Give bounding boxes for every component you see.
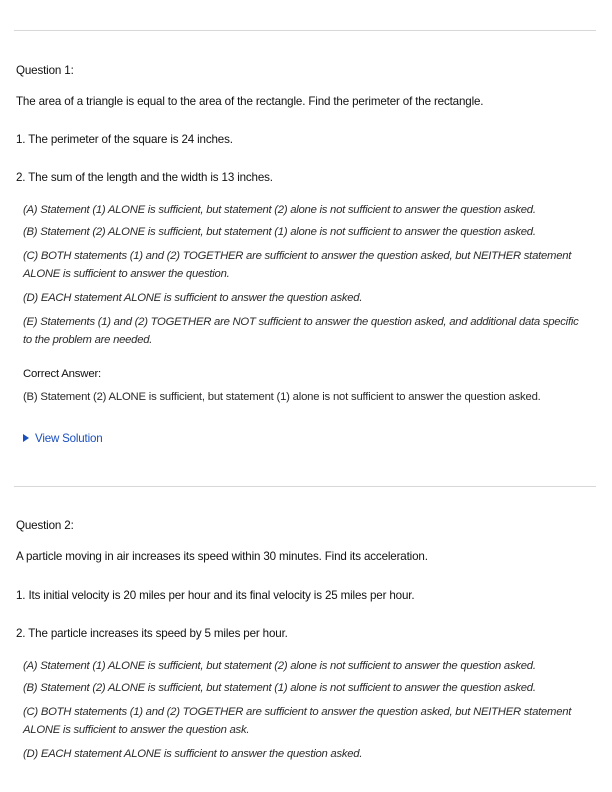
correct-answer-heading: Correct Answer: <box>23 368 102 380</box>
question-1-option-e: (E) Statements (1) and (2) TOGETHER are NOT sufficient to answer the question asked, and additional data specific to the problem are needed. <box>23 316 579 346</box>
question-1-option-a: (A) Statement (1) ALONE is sufficient, but statement (2) alone is not sufficient to answer the question asked. <box>23 204 536 216</box>
view-solution-toggle[interactable] <box>23 432 102 446</box>
view-solution-label: View Solution <box>35 432 103 445</box>
question-2-prompt: A particle moving in air increases its speed within 30 minutes. Find its acceleration. <box>16 550 428 563</box>
question-2-option-a: (A) Statement (1) ALONE is sufficient, but statement (2) alone is not sufficient to answer the question asked. <box>23 660 536 672</box>
question-2-statement-1: 1. Its initial velocity is 20 miles per hour and its final velocity is 25 miles per hour. <box>16 589 415 602</box>
triangle-right-icon <box>23 434 29 442</box>
question-1-option-b: (B) Statement (2) ALONE is sufficient, but statement (1) alone is not sufficient to answer the question asked. <box>23 226 536 238</box>
question-1-prompt: The area of a triangle is equal to the area of the rectangle. Find the perimeter of the rectangle. <box>16 95 484 108</box>
question-1-option-c: (C) BOTH statements (1) and (2) TOGETHER are sufficient to answer the question asked, but NEITHER statement ALONE is sufficient to answer the question. <box>23 250 572 280</box>
question-2-statement-2: 2. The particle increases its speed by 5 miles per hour. <box>16 627 288 640</box>
question-1-option-d: (D) EACH statement ALONE is sufficient to answer the question asked. <box>23 292 363 304</box>
question-2-label: Question 2: <box>16 519 74 532</box>
question-2-option-b: (B) Statement (2) ALONE is sufficient, but statement (1) alone is not sufficient to answer the question asked. <box>23 682 536 694</box>
question-2-option-d: (D) EACH statement ALONE is sufficient to answer the question asked. <box>23 748 363 760</box>
divider-top <box>14 30 596 31</box>
question-1-label: Question 1: <box>16 64 74 77</box>
divider-middle <box>14 486 596 487</box>
question-1-statement-2: 2. The sum of the length and the width is 13 inches. <box>16 171 273 184</box>
question-1-statement-1: 1. The perimeter of the square is 24 inches. <box>16 133 233 146</box>
correct-answer-text: (B) Statement (2) ALONE is sufficient, but statement (1) alone is not sufficient to answer the question asked. <box>23 391 541 403</box>
question-2-option-c: (C) BOTH statements (1) and (2) TOGETHER are sufficient to answer the question asked, but NEITHER statement ALONE is sufficient to answer the question ask. <box>23 706 572 736</box>
